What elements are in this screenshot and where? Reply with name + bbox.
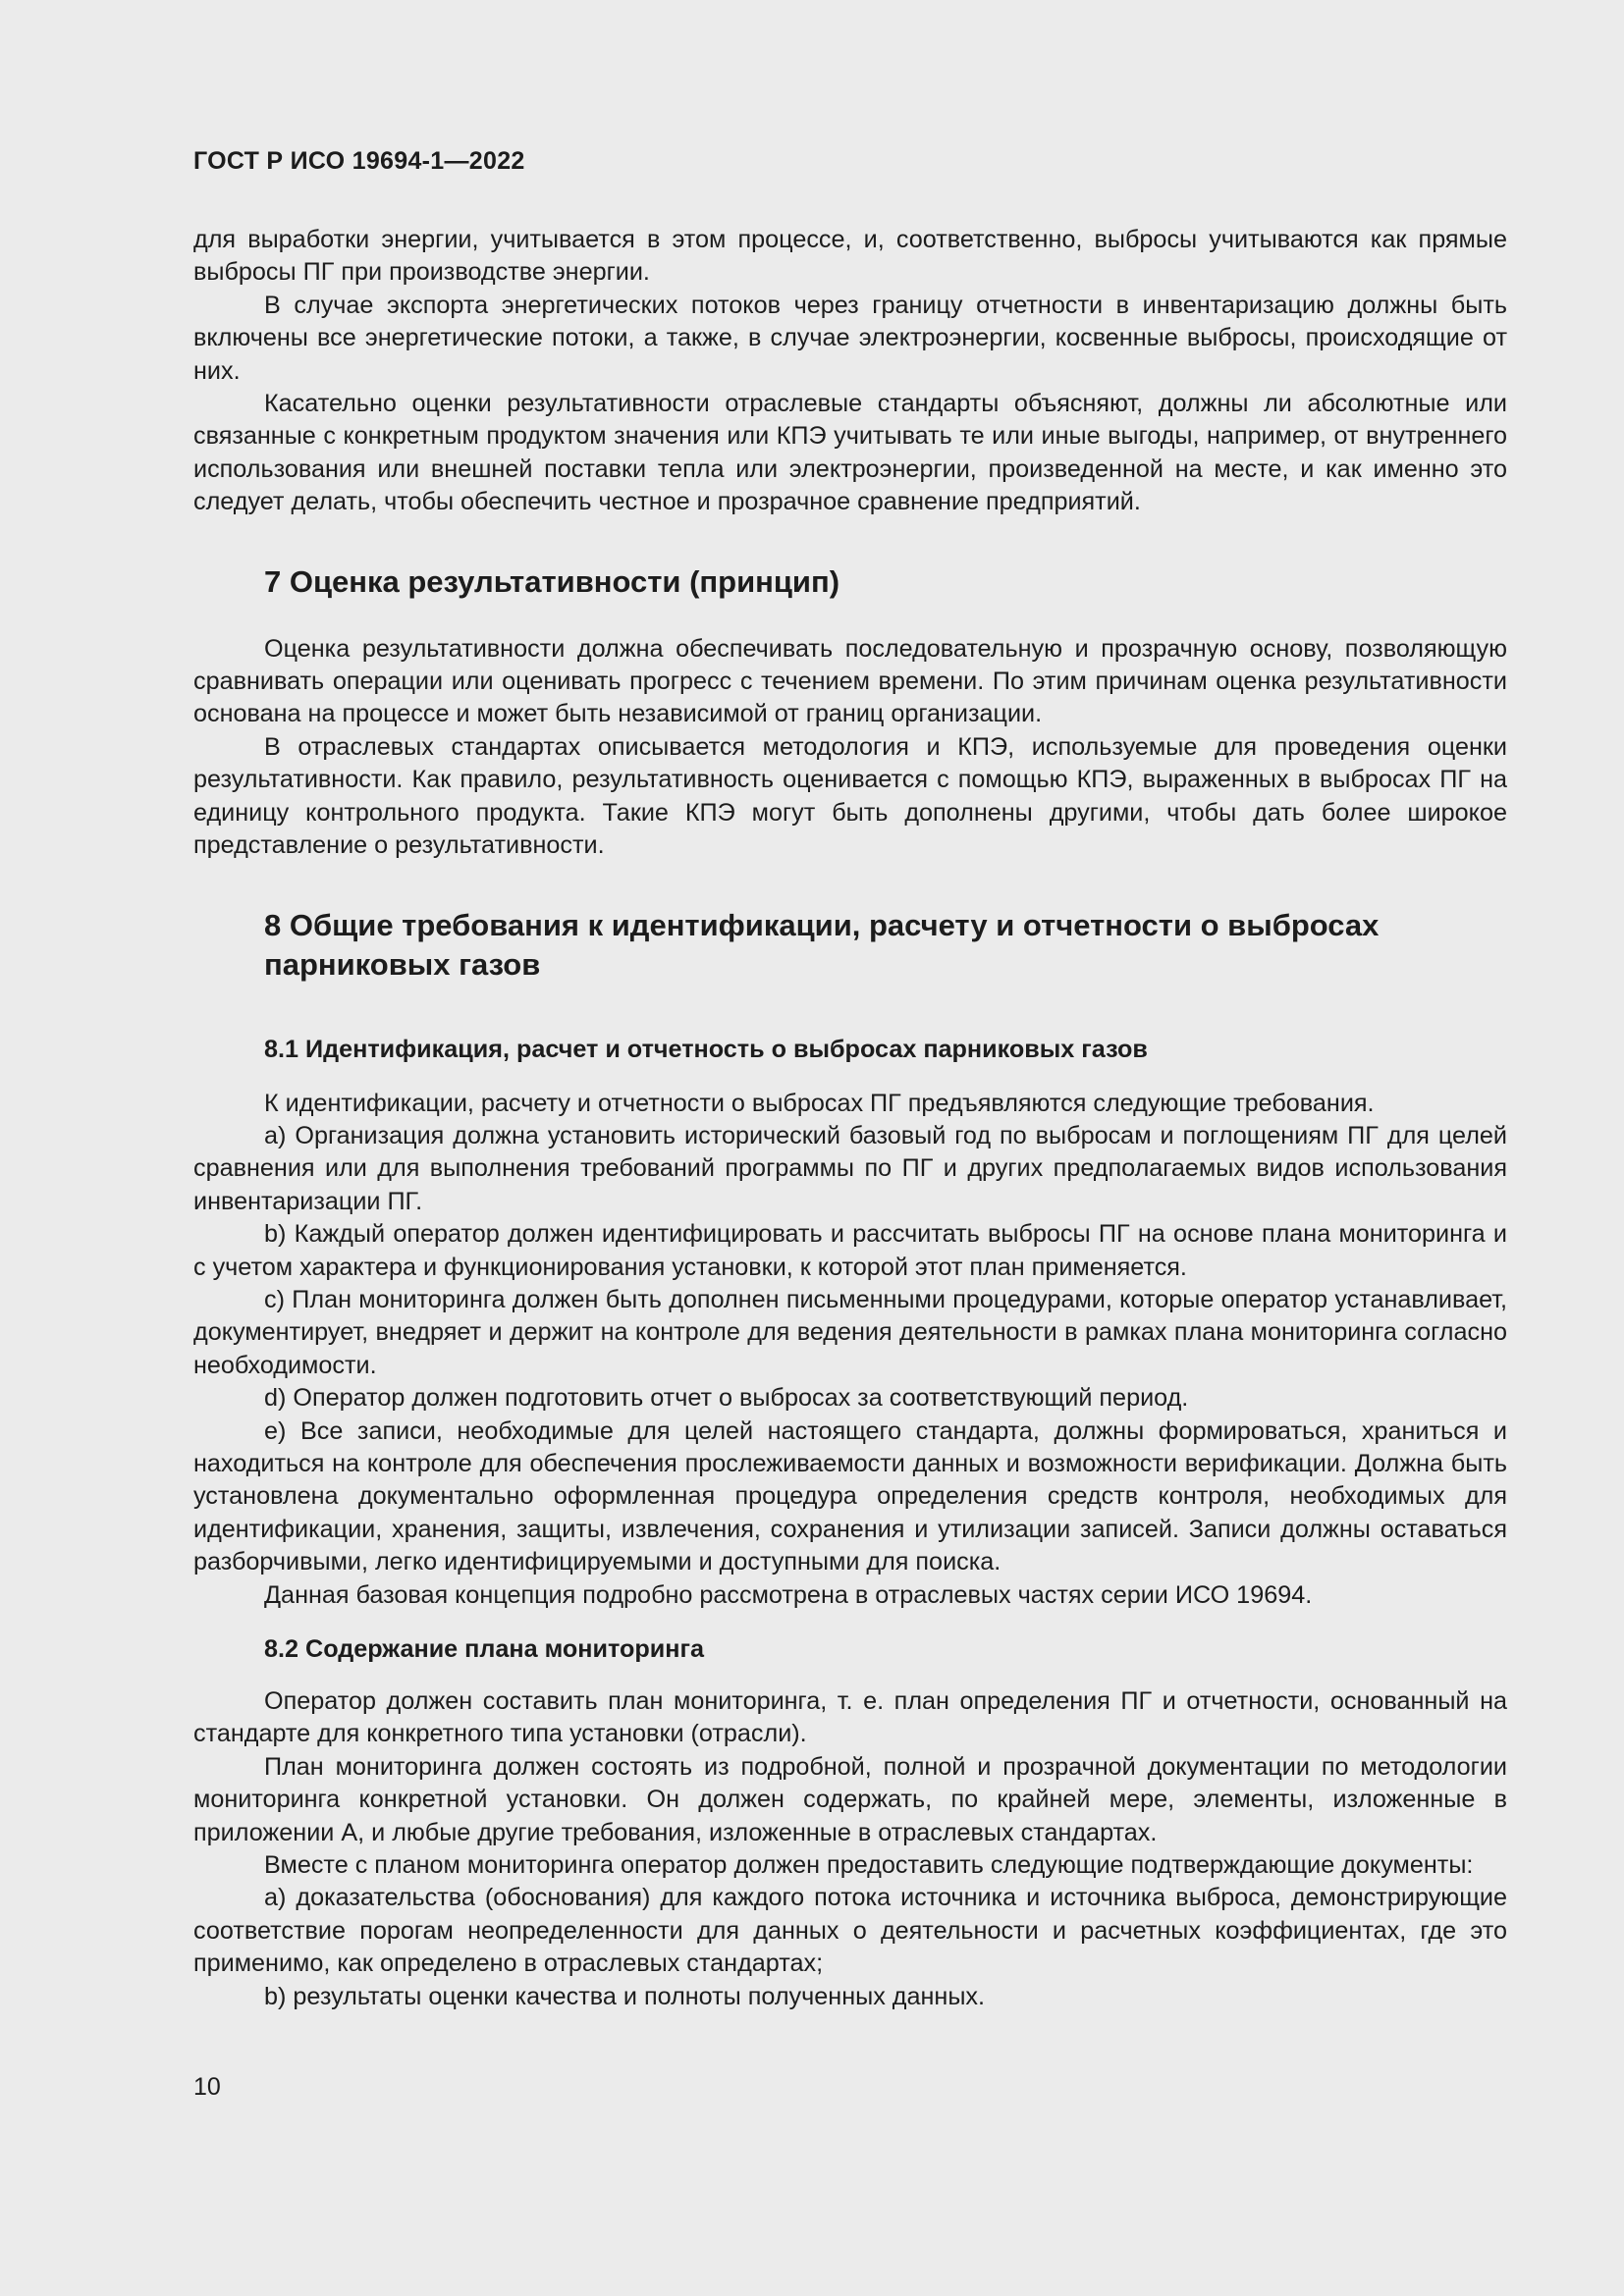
section-8-heading-line-2: парниковых газов <box>264 946 541 982</box>
subsection-8-2-paragraph-2: План мониторинга должен состоять из подробной, полной и прозрачной документации по методологии мониторинга конкретной установки. Он должен содержать, по крайней мере, элементы, изложенные в приложении А, и любые другие требования, изложенные в отраслевых стандартах. <box>193 1752 1507 1846</box>
section-7-paragraph-1: Оценка результативности должна обеспечивать последовательную и прозрачную основу, позволяющую сравнивать операции или оценивать прогресс с течением времени. По этим причинам оценка результативности основана на процессе и может быть независимой от границ организации. <box>193 634 1507 728</box>
supporting-document-item-a: a) доказательства (обоснования) для каждого потока источника и источника выброса, демонстрирующие соответствие порогам неопределенности для данных о деятельности и расчетных коэффициентах, где это применимо, как определено в отраслевых стандартах; <box>193 1884 1507 1978</box>
page-number: 10 <box>193 2073 221 2101</box>
subsection-8-2-heading: 8.2 Содержание плана мониторинга <box>264 1635 704 1663</box>
requirement-item-b: b) Каждый оператор должен идентифицировать и рассчитать выбросы ПГ на основе плана мониторинга и с учетом характера и функционирования установки, к которой этот план применяется. <box>193 1220 1507 1281</box>
section-7-heading: 7 Оценка результативности (принцип) <box>264 563 840 599</box>
subsection-8-1-paragraph: К идентификации, расчету и отчетности о выбросах ПГ предъявляются следующие требования. <box>264 1089 1375 1117</box>
section-8-heading-line-1: 8 Общие требования к идентификации, расчету и отчетности о выбросах <box>264 907 1380 942</box>
requirement-item-d: d) Оператор должен подготовить отчет о выбросах за соответствующий период. <box>264 1384 1189 1413</box>
section-7-paragraph-2: В отраслевых стандартах описывается методология и КПЭ, используемые для проведения оценки результативности. Как правило, результативность оценивается с помощью КПЭ, выраженных в выбросах ПГ на единицу контрольного продукта. Такие КПЭ могут быть дополнены другими, чтобы дать более широкое представление о результативности. <box>193 732 1507 860</box>
section-8-heading <box>264 906 1507 985</box>
subsection-8-2-paragraph-1: Оператор должен составить план мониторинга, т. е. план определения ПГ и отчетности, основанный на стандарте для конкретного типа установки (отрасли). <box>193 1687 1507 1748</box>
requirement-item-e: e) Все записи, необходимые для целей настоящего стандарта, должны формироваться, храниться и находиться на контроле для обеспечения прослеживаемости данных и возможности верификации. Должна быть установлена документально оформленная процедура определения средств контроля, необходимых для идентификации, хранения, защиты, извлечения, сохранения и утилизации записей. Записи должны оставаться разборчивыми, легко идентифицируемыми и доступными для поиска. <box>193 1416 1507 1576</box>
intro-paragraph-3: Касательно оценки результативности отраслевые стандарты объясняют, должны ли абсолютные или связанные с конкретным продуктом значения или КПЭ учитывать те или иные выгоды, например, от внутреннего использования или внешней поставки тепла или электроэнергии, произведенной на месте, и как именно это следует делать, чтобы обеспечить честное и прозрачное сравнение предприятий. <box>193 390 1507 516</box>
subsection-8-1-closing-paragraph: Данная базовая концепция подробно рассмотрена в отраслевых частях серии ИСО 19694. <box>264 1580 1313 1609</box>
intro-paragraph-1: для выработки энергии, учитывается в этом процессе, и, соответственно, выбросы учитываются как прямые выбросы ПГ при производстве энергии. <box>193 226 1507 287</box>
intro-paragraph-2: В случае экспорта энергетических потоков через границу отчетности в инвентаризацию должны быть включены все энергетические потоки, а также, в случае электроэнергии, косвенные выбросы, происходящие от них. <box>193 291 1507 385</box>
subsection-8-2-paragraph-3: Вместе с планом мониторинга оператор должен предоставить следующие подтверждающие документы: <box>264 1851 1474 1880</box>
requirement-item-c: c) План мониторинга должен быть дополнен письменными процедурами, которые оператор устанавливает, документирует, внедряет и держит на контроле для ведения деятельности в рамках плана мониторинга согласно необходимости. <box>193 1285 1507 1379</box>
supporting-document-item-b: b) результаты оценки качества и полноты полученных данных. <box>264 1982 986 2010</box>
subsection-8-1-heading: 8.1 Идентификация, расчет и отчетность о выбросах парниковых газов <box>264 1035 1148 1063</box>
page-content <box>193 224 1507 2013</box>
document-header: ГОСТ Р ИСО 19694-1—2022 <box>193 147 525 175</box>
requirement-item-a: a) Организация должна установить исторический базовый год по выбросам и поглощениям ПГ для целей сравнения или для выполнения требований программы по ПГ и других предполагаемых видов использования инвентаризации ПГ. <box>193 1121 1507 1215</box>
